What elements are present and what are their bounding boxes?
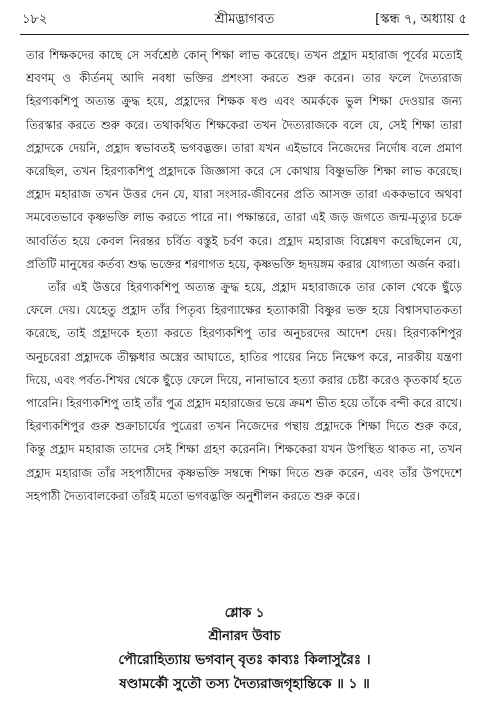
chapter-reference: [স্কন্ধ ৭, অধ্যায় ৫ — [375, 12, 467, 27]
book-title: শ্রীমদ্ভাগবত — [214, 12, 275, 27]
verse-speaker: শ্রীনারদ উবাচ — [208, 629, 281, 644]
page-number: ১৮২ — [22, 12, 48, 27]
verse-line-1: পৌরোহিত্যায় ভগবান্ বৃতঃ কাব্যঃ কিলাসুরৈঃ । — [118, 652, 371, 668]
sloka-label: শ্লোক ১ — [224, 606, 265, 621]
header-rule — [20, 34, 469, 35]
verse-block — [20, 602, 469, 696]
body-text — [26, 44, 462, 508]
paragraph: তার শিক্ষকদের কাছে সে সর্বশ্রেষ্ঠ কোন্ শিক্ষা লাভ করেছে। তখন প্রহ্লাদ মহারাজ পূর্বের মতোই শ্রবণম্ ও কীর্তনম্ আদি নবধা ভক্তির প্রশংসা করতে শুরু করেন। তার ফলে দৈত্যরাজ হিরণ্যকশিপু অত্যন্ত ক্রুদ্ধ হয়ে, প্রহ্লাদের শিক্ষক ষণ্ড এবং অমর্ককে ভুল শিক্ষা দেওয়ার জন্য তিরস্কার করতে শুরু করে। তথাকথিত শিক্ষকেরা তখন দৈত্যরাজকে বলে যে, সেই শিক্ষা তারা প্রহ্লাদকে দেয়নি, প্রহ্লাদ স্বভাবতই ভগবদ্ভক্ত। তারা যখন এইভাবে নিজেদের নির্দোষ বলে প্রমাণ করেছিল, তখন হিরণ্যকশিপু প্রহ্লাদকে জিজ্ঞাসা করে সে কোথায় বিষ্ণুভক্তি শিক্ষা লাভ করেছে। প্রহ্লাদ মহারাজ তখন উত্তর দেন যে, যারা সংসার-জীবনের প্রতি আসক্ত তারা এককভাবে অথবা সমবেতভাবে কৃষ্ণভক্তি লাভ করতে পারে না। পক্ষান্তরে, তারা এই জড় জগতে জন্ম-মৃত্যুর চক্রে আবর্তিত হয়ে কেবল নিরন্তর চর্বিত বস্তুই চর্বণ করে। প্রহ্লাদ মহারাজ বিশ্লেষণ করেছিলেন যে, প্রতিটি মানুষের কর্তব্য শুদ্ধ ভক্তের শরণাগত হয়ে, কৃষ্ণভক্তি হৃদয়ঙ্গম করার যোগ্যতা অর্জন করা। — [26, 48, 462, 271]
page-header — [22, 10, 467, 32]
verse-line-2: ষণ্ডামর্কৌ সুতৌ তস্য দৈত্যরাজগৃহান্তিকে ॥ ১ ॥ — [119, 676, 370, 692]
paragraph: তাঁর এই উত্তরে হিরণ্যকশিপু অত্যন্ত ক্রুদ্ধ হয়ে, প্রহ্লাদ মহারাজকে তার কোল থেকে ছুঁড়ে ফেলে দেয়। যেহেতু প্রহ্লাদ তাঁর পিতৃব্য হিরণ্যাক্ষের হত্যাকারী বিষ্ণুর ভক্ত হয়ে বিশ্বাসঘাতকতা করেছে, তাই প্রহ্লাদকে হত্যা করতে হিরণ্যকশিপু তার অনুচরদের আদেশ দেয়। হিরণ্যকশিপুর অনুচরেরা প্রহ্লাদকে তীক্ষ্ণধার অস্ত্রের আঘাতে, হাতির পায়ের নিচে নিক্ষেপ করে, নারকীয় যন্ত্রণা দিয়ে, এবং পর্বত-শিখর থেকে ছুঁড়ে ফেলে দিয়ে, নানাভাবে হত্যা করার চেষ্টা করেও কৃতকার্য হতে পারেনি। হিরণ্যকশিপু তাই তাঁর পুত্র প্রহ্লাদ মহারাজের ভয়ে ক্রমশ ভীত হয়ে তাঁকে বন্দী করে রাখে। হিরণ্যকশিপুর গুরু শুক্রাচার্যের পুত্রেরা তখন নিজেদের পন্থায় প্রহ্লাদকে শিক্ষা দিতে শুরু করে, কিন্তু প্রহ্লাদ মহারাজ তাদের সেই শিক্ষা গ্রহণ করেননি। শিক্ষকেরা যখন উপস্থিত থাকত না, তখন প্রহ্লাদ মহারাজ তাঁর সহপাঠীদের কৃষ্ণভক্তি সম্বন্ধে শিক্ষা দিতে শুরু করেন, এবং তাঁর উপদেশে সহপাঠী দৈত্যবালকেরা তাঁরই মতো ভগবদ্ভক্তি অনুশীলন করতে শুরু করে। — [26, 280, 462, 503]
